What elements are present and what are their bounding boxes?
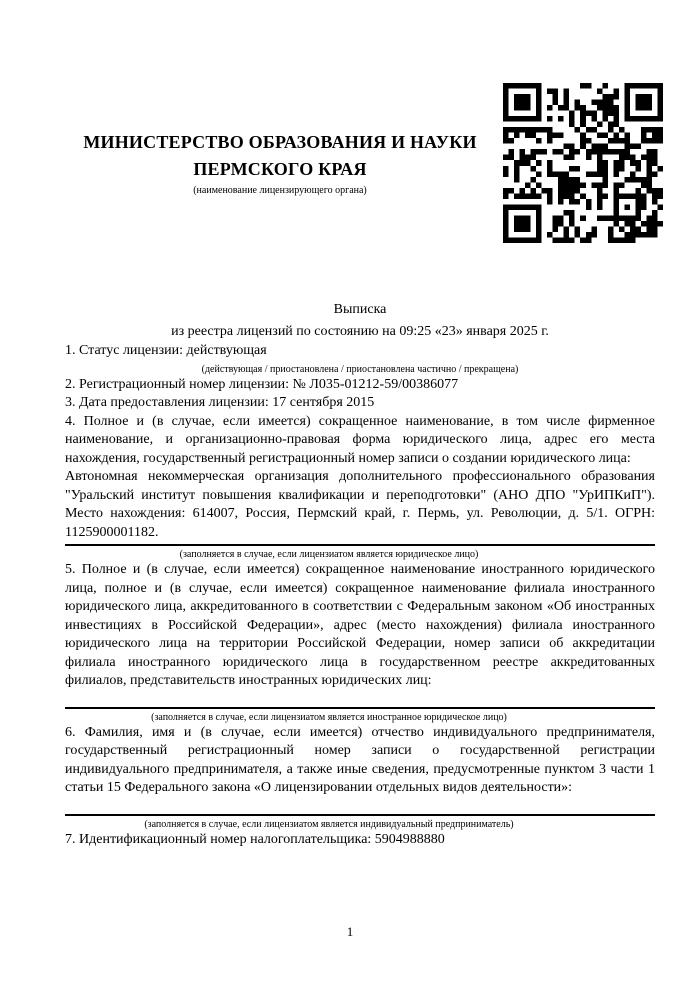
- ministry-name-line2: ПЕРМСКОГО КРАЯ: [193, 158, 367, 179]
- item-grant-date: 3. Дата предоставления лицензии: 17 сентября 2015: [65, 395, 375, 410]
- item-legal-entity-value: Автономная некоммерческая организация дополнительного профессионального образования "Уральский институт повышения квалификации и переподготовки" (АНО ДПО "УрИПКиП"). Место нахождения: 614007, Россия, Пермский край, г. Пермь, ул. Революции, д. 5/1. ОГРН: 1125900001182.: [65, 469, 655, 540]
- entrepreneur-fill-line: [65, 814, 655, 816]
- document-body: [65, 299, 655, 849]
- item-legal-entity-caption: (заполняется в случае, если лицензиатом является юридическое лицо): [179, 549, 479, 560]
- item-legal-entity-heading: 4. Полное и (в случае, если имеется) сокращенное наименование, в том числе фирменное наименование, и организационно-правовая форма юридического лица, адрес его места нахождения, государственный регистрационный номер записи о создании юридического лица:: [65, 413, 655, 466]
- page-number: 1: [346, 924, 354, 939]
- foreign-entity-fill-line: [65, 707, 655, 709]
- item-taxpayer-number: 7. Идентификационный номер налогоплательщика: 5904988880: [65, 831, 445, 847]
- item-foreign-entity-heading: 5. Полное и (в случае, если имеется) сокращенное наименование иностранного юридического лица, полное и (в случае, если имеется) сокращенное наименование филиала иностранного юридического лица, аккредитованного в соответствии с Федеральным законом «Об иностранных инвестициях в Российской Федерации», адрес (место нахождения) филиала иностранного юридического лица на территории Российской Федерации, номер записи об аккредитации филиала иностранного юридического лица в государственном реестре аккредитованных филиалов, представительств иностранных юридических лиц:: [65, 562, 655, 688]
- item-registration-number: 2. Регистрационный номер лицензии: № Л035-01212-59/00386077: [65, 376, 459, 392]
- item-license-status-caption: (действующая / приостановлена / приостановлена частично / прекращена): [201, 363, 519, 375]
- licensing-authority-block: [70, 129, 490, 197]
- extract-date-line: из реестра лицензий по состоянию на 09:25 «23» января 2025 г.: [171, 323, 549, 339]
- extract-title: Выписка: [333, 302, 387, 317]
- qr-code: [503, 83, 663, 243]
- item-license-status: 1. Статус лицензии: действующая: [65, 343, 267, 358]
- legal-entity-fill-line: [65, 544, 655, 546]
- item-entrepreneur-heading: 6. Фамилия, имя и (в случае, если имеется) отчество индивидуального предпринимателя, государственный регистрационный номер записи о государственной регистрации индивидуального предпринимателя, а также иные сведения, предусмотренные пунктом 3 части 1 статьи 15 Федерального закона «О лицензировании отдельных видов деятельности»:: [65, 724, 655, 795]
- item-foreign-entity-caption: (заполняется в случае, если лицензиатом является иностранное юридическое лицо): [151, 711, 507, 723]
- ministry-caption: (наименование лицензирующего органа): [193, 185, 367, 196]
- ministry-name-line1: МИНИСТЕРСТВО ОБРАЗОВАНИЯ И НАУКИ: [83, 132, 477, 152]
- extract-title-block: [65, 299, 655, 342]
- item-entrepreneur-caption: (заполняется в случае, если лицензиатом является индивидуальный предприниматель): [144, 818, 514, 830]
